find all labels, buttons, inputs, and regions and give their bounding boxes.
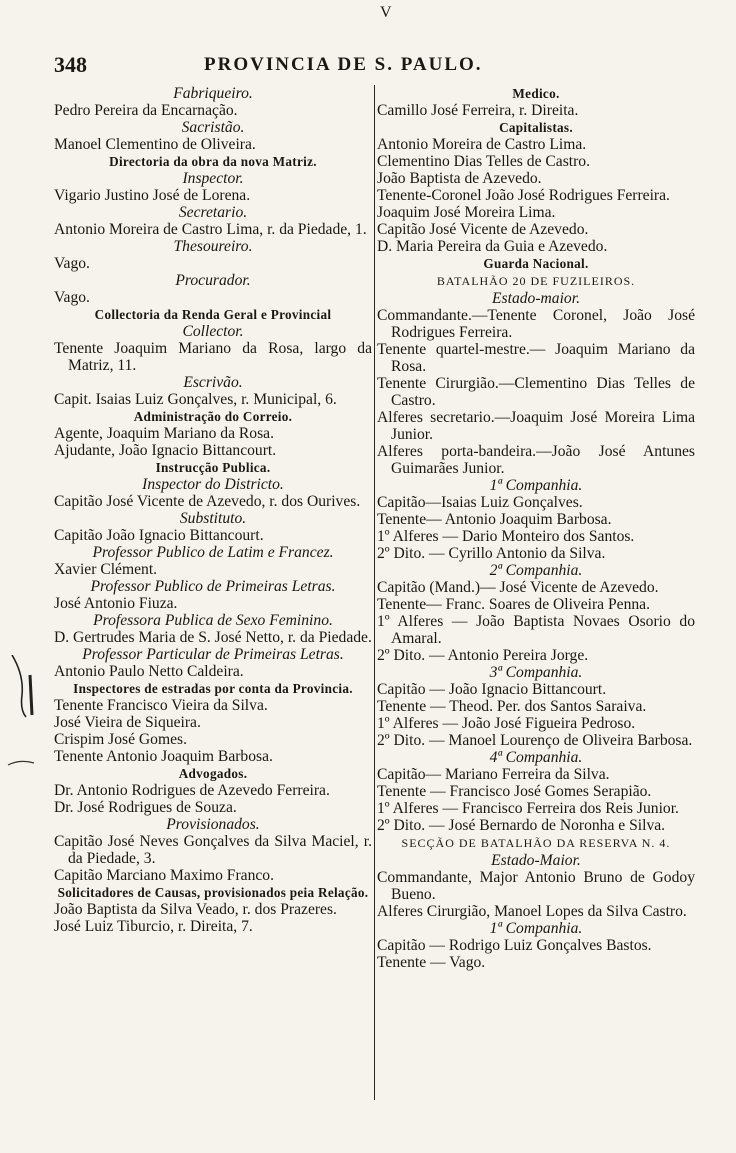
right-entry: Commandante, Major Antonio Bruno de Godoy Bueno.	[377, 869, 695, 903]
right-entry: Antonio Moreira de Castro Lima.	[377, 136, 587, 153]
right-entry: Capitão José Vicente de Azevedo.	[377, 221, 589, 238]
right-entry: Tenente Cirurgião.—Clementino Dias Telles de Castro.	[377, 375, 695, 409]
right-section-heading: Guarda Nacional.	[483, 256, 589, 271]
left-section-heading: Instrucção Publica.	[155, 460, 271, 475]
right-section-heading: Medico.	[512, 86, 560, 101]
left-entry: Capit. Isaias Luiz Gonçalves, r. Municipal, 6.	[54, 391, 337, 408]
left-entry: Antonio Moreira de Castro Lima, r. da Piedade, 1.	[54, 221, 367, 238]
left-entry: Capitão José Vicente de Azevedo, r. dos Ourives.	[54, 493, 361, 510]
right-entry: 2º Dito. — Cyrillo Antonio da Silva.	[377, 545, 606, 562]
left-italic-heading: Collector.	[182, 323, 244, 340]
left-section-heading: Inspectores de estradas por conta da Provincia.	[73, 681, 353, 696]
left-entry: Vago.	[54, 255, 90, 272]
left-italic-heading: Fabriqueiro.	[173, 85, 253, 102]
left-entry: Crispim José Gomes.	[54, 731, 187, 748]
right-entry: 2º Dito. — José Bernardo de Noronha e Silva.	[377, 817, 666, 834]
right-caps-heading: SECÇÃO DE BATALHÃO DA RESERVA N. 4.	[401, 836, 671, 850]
right-section-heading: Capitalistas.	[499, 120, 573, 135]
left-entry: Manoel Clementino de Oliveira.	[54, 136, 256, 153]
right-entry: Alferes Cirurgião, Manoel Lopes da Silva Castro.	[377, 903, 687, 920]
right-entry: Tenente — Theod. Per. dos Santos Saraiva.	[377, 698, 647, 715]
right-entry: João Baptista de Azevedo.	[377, 170, 542, 187]
left-entry: Ajudante, João Ignacio Bittancourt.	[54, 442, 277, 459]
right-column	[377, 85, 695, 971]
left-entry: Capitão Marciano Maximo Franco.	[54, 867, 274, 884]
left-column	[54, 85, 372, 935]
left-entry: José Vieira de Siqueira.	[54, 714, 201, 731]
left-entry: Dr. Antonio Rodrigues de Azevedo Ferreira.	[54, 782, 330, 799]
right-entry: Tenente-Coronel João José Rodrigues Ferreira.	[377, 187, 670, 204]
left-entry: Tenente Antonio Joaquim Barbosa.	[54, 748, 273, 765]
right-italic-heading: Estado-Maior.	[491, 852, 581, 869]
left-italic-heading: Sacristão.	[181, 119, 245, 136]
right-entry: 2º Dito. — Antonio Pereira Jorge.	[377, 647, 589, 664]
left-section-heading: Solicitadores de Causas, provisionados peia Relação.	[57, 885, 369, 900]
right-entry: D. Maria Pereira da Guia e Azevedo.	[377, 238, 608, 255]
left-section-heading: Administração do Correio.	[133, 409, 293, 424]
right-entry: Alferes porta-bandeira.—João José Antunes Guimarães Junior.	[377, 443, 695, 477]
right-entry: 1º Alferes — Dario Monteiro dos Santos.	[377, 528, 635, 545]
right-entry: Tenente— Antonio Joaquim Barbosa.	[377, 511, 612, 528]
right-entry: Commandante.—Tenente Coronel, João José Rodrigues Ferreira.	[377, 307, 695, 341]
left-entry: José Luiz Tiburcio, r. Direita, 7.	[54, 918, 253, 935]
margin-bracket-icon	[4, 655, 40, 775]
left-entry: Capitão José Neves Gonçalves da Silva Maciel, r. da Piedade, 3.	[54, 833, 372, 867]
left-italic-heading: Provisionados.	[166, 816, 260, 833]
right-entry: 1º Alferes — João Baptista Novaes Osorio do Amaral.	[377, 613, 695, 647]
right-caps-heading: BATALHÃO 20 DE FUZILEIROS.	[436, 274, 636, 288]
left-italic-heading: Substituto.	[179, 510, 247, 527]
left-italic-heading: Procurador.	[175, 272, 251, 289]
running-title: PROVINCIA DE S. PAULO.	[204, 54, 483, 75]
right-entry: Capitão—Isaias Luiz Gonçalves.	[377, 494, 583, 511]
right-italic-heading: 4ª Companhia.	[489, 749, 583, 766]
left-entry: Pedro Pereira da Encarnação.	[54, 102, 238, 119]
left-entry: Antonio Paulo Netto Caldeira.	[54, 663, 244, 680]
left-entry: João Baptista da Silva Veado, r. dos Prazeres.	[54, 901, 337, 918]
top-ink-mark: V	[380, 4, 392, 21]
right-italic-heading: 1ª Companhia.	[489, 477, 583, 494]
left-entry: Vigario Justino José de Lorena.	[54, 187, 251, 204]
left-italic-heading: Inspector.	[182, 170, 244, 187]
right-italic-heading: 3ª Companhia.	[489, 664, 583, 681]
left-italic-heading: Professor Particular de Primeiras Letras.	[82, 646, 344, 663]
left-entry: D. Gertrudes Maria de S. José Netto, r. da Piedade.	[54, 629, 372, 646]
right-entry: 1º Alferes — Francisco Ferreira dos Reis Junior.	[377, 800, 679, 817]
column-divider	[374, 85, 375, 1100]
left-section-heading: Directoria da obra da nova Matriz.	[109, 154, 317, 169]
right-entry: Tenente — Francisco José Gomes Serapião.	[377, 783, 652, 800]
right-entry: Capitão— Mariano Ferreira da Silva.	[377, 766, 610, 783]
left-italic-heading: Secretario.	[178, 204, 248, 221]
right-entry: Tenente quartel-mestre.— Joaquim Mariano da Rosa.	[377, 341, 695, 375]
left-italic-heading: Professora Publica de Sexo Feminino.	[93, 612, 333, 629]
right-entry: Joaquim José Moreira Lima.	[377, 204, 556, 221]
left-italic-heading: Professor Publico de Latim e Francez.	[92, 544, 334, 561]
left-entry: José Antonio Fiuza.	[54, 595, 178, 612]
right-italic-heading: Estado-maior.	[492, 290, 580, 307]
left-italic-heading: Inspector do Districto.	[142, 476, 284, 493]
right-entry: Capitão — Rodrigo Luiz Gonçalves Bastos.	[377, 937, 652, 954]
right-entry: Alferes secretario.—Joaquim José Moreira Lima Junior.	[377, 409, 695, 443]
right-entry: 1º Alferes — João José Figueira Pedroso.	[377, 715, 636, 732]
right-entry: 2º Dito. — Manoel Lourenço de Oliveira Barbosa.	[377, 732, 693, 749]
left-italic-heading: Professor Publico de Primeiras Letras.	[90, 578, 336, 595]
left-section-heading: Advogados.	[178, 766, 248, 781]
left-entry: Capitão João Ignacio Bittancourt.	[54, 527, 264, 544]
left-entry: Tenente Francisco Vieira da Silva.	[54, 697, 268, 714]
left-entry: Xavier Clément.	[54, 561, 158, 578]
right-entry: Capitão (Mand.)— José Vicente de Azevedo.	[377, 579, 659, 596]
left-entry: Vago.	[54, 289, 90, 306]
left-italic-heading: Escrivão.	[183, 374, 243, 391]
margin-bracket-marks	[4, 655, 40, 775]
right-italic-heading: 1ª Companhia.	[489, 920, 583, 937]
right-entry: Tenente — Vago.	[377, 954, 486, 971]
right-entry: Camillo José Ferreira, r. Direita.	[377, 102, 579, 119]
left-section-heading: Collectoria da Renda Geral e Provincial	[94, 307, 332, 322]
left-entry: Agente, Joaquim Mariano da Rosa.	[54, 425, 274, 442]
right-entry: Capitão — João Ignacio Bittancourt.	[377, 681, 607, 698]
right-entry: Tenente— Franc. Soares de Oliveira Penna.	[377, 596, 651, 613]
left-italic-heading: Thesoureiro.	[173, 238, 253, 255]
left-entry: Tenente Joaquim Mariano da Rosa, largo da Matriz, 11.	[54, 340, 372, 374]
right-entry: Clementino Dias Telles de Castro.	[377, 153, 590, 170]
right-italic-heading: 2ª Companhia.	[489, 562, 583, 579]
page-header	[54, 52, 694, 82]
page-number: 348	[54, 52, 87, 77]
left-entry: Dr. José Rodrigues de Souza.	[54, 799, 237, 816]
